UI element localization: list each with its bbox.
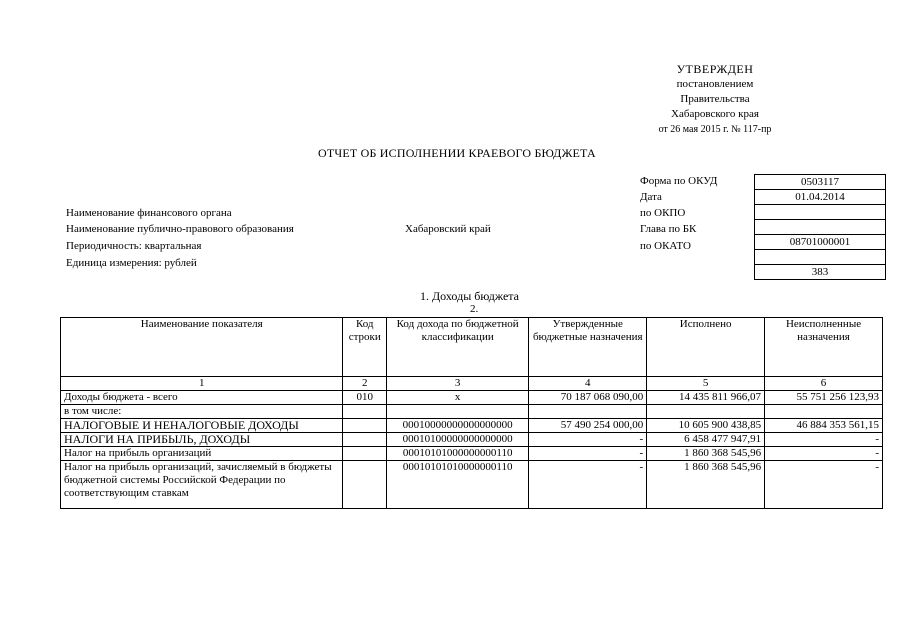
row-budget-code: 00010101010000000110 [387, 461, 529, 509]
row-executed: 14 435 811 966,07 [647, 391, 765, 405]
column-number: 1 [61, 377, 343, 391]
table-row [61, 419, 883, 433]
column-header: Утвержденные бюджетные назначения [529, 318, 647, 377]
codes-table [754, 174, 886, 280]
row-code [343, 461, 387, 509]
table-row [61, 447, 883, 461]
column-number: 2 [343, 377, 387, 391]
table-row [61, 405, 883, 419]
column-number: 6 [765, 377, 883, 391]
row-budget-code: 00010101000000000110 [387, 447, 529, 461]
row-code [343, 419, 387, 433]
column-number: 5 [647, 377, 765, 391]
row-code [343, 433, 387, 447]
row-unexecuted: - [765, 447, 883, 461]
row-unexecuted: - [765, 461, 883, 509]
row-name: Налог на прибыль организаций, зачисляемый в бюджеты бюджетной системы Российской Федерации по соответствующим ставкам [61, 461, 343, 509]
row-executed: 1 860 368 545,96 [647, 461, 765, 509]
glava-value [755, 220, 886, 235]
column-header: Наименование показателя [61, 318, 343, 377]
column-number: 4 [529, 377, 647, 391]
okud-value: 0503117 [755, 175, 886, 190]
report-title: ОТЧЕТ ОБ ИСПОЛНЕНИИ КРАЕВОГО БЮДЖЕТА [318, 146, 596, 160]
row-code [343, 447, 387, 461]
row-code: 010 [343, 391, 387, 405]
row-approved: 57 490 254 000,00 [529, 419, 647, 433]
row-unexecuted [765, 405, 883, 419]
column-header: Исполнено [647, 318, 765, 377]
row-name: в том числе: [61, 405, 343, 419]
okato-label: по ОКАТО [640, 240, 691, 252]
row-approved [529, 405, 647, 419]
row-name: Налог на прибыль организаций [61, 447, 343, 461]
row-name: НАЛОГОВЫЕ И НЕНАЛОГОВЫЕ ДОХОДЫ [61, 419, 343, 433]
approval-line: Правительства [680, 93, 750, 105]
row-budget-code: x [387, 391, 529, 405]
row-approved: - [529, 447, 647, 461]
row-budget-code: 00010100000000000000 [387, 433, 529, 447]
column-number-row [61, 377, 883, 391]
unit-of-measure: Единица измерения: рублей [66, 257, 197, 269]
okud-label: Форма по ОКУД [640, 175, 718, 187]
row-name: НАЛОГИ НА ПРИБЫЛЬ, ДОХОДЫ [61, 433, 343, 447]
column-number: 3 [387, 377, 529, 391]
section-subnumber: 2. [470, 303, 479, 315]
blank-code-cell [755, 250, 886, 265]
row-executed: 10 605 900 438,85 [647, 419, 765, 433]
row-executed: 6 458 477 947,91 [647, 433, 765, 447]
public-entity-value: Хабаровский край [405, 223, 491, 235]
section-title: 1. Доходы бюджета [420, 289, 519, 303]
table-header-row [61, 318, 883, 377]
revenue-table [60, 317, 883, 509]
row-executed: 1 860 368 545,96 [647, 447, 765, 461]
fin-organ-label: Наименование финансового органа [66, 207, 232, 219]
column-header: Код строки [343, 318, 387, 377]
row-name: Доходы бюджета - всего [61, 391, 343, 405]
table-row [61, 391, 883, 405]
unit-code-value: 383 [755, 265, 886, 280]
approval-line: Хабаровского края [671, 108, 759, 120]
row-executed [647, 405, 765, 419]
approval-line: постановлением [676, 78, 754, 90]
glava-label: Глава по БК [640, 223, 697, 235]
row-unexecuted: 46 884 353 561,15 [765, 419, 883, 433]
okato-value: 08701000001 [755, 235, 886, 250]
row-budget-code: 00010000000000000000 [387, 419, 529, 433]
okpo-value [755, 205, 886, 220]
approval-block [630, 62, 800, 137]
row-unexecuted: 55 751 256 123,93 [765, 391, 883, 405]
date-value: 01.04.2014 [755, 190, 886, 205]
row-approved: 70 187 068 090,00 [529, 391, 647, 405]
row-unexecuted: - [765, 433, 883, 447]
okpo-label: по ОКПО [640, 207, 686, 219]
column-header: Код дохода по бюджетной классификации [387, 318, 529, 377]
row-budget-code [387, 405, 529, 419]
row-code [343, 405, 387, 419]
column-header: Неисполненные назначения [765, 318, 883, 377]
row-approved: - [529, 461, 647, 509]
row-approved: - [529, 433, 647, 447]
table-row [61, 433, 883, 447]
periodicity: Периодичность: квартальная [66, 240, 202, 252]
date-label: Дата [640, 191, 662, 203]
approval-heading: УТВЕРЖДЕН [676, 62, 754, 76]
public-entity-label: Наименование публично-правового образования [66, 223, 294, 235]
approval-date: от 26 мая 2015 г. № 117-пр [658, 124, 772, 135]
table-row [61, 461, 883, 509]
